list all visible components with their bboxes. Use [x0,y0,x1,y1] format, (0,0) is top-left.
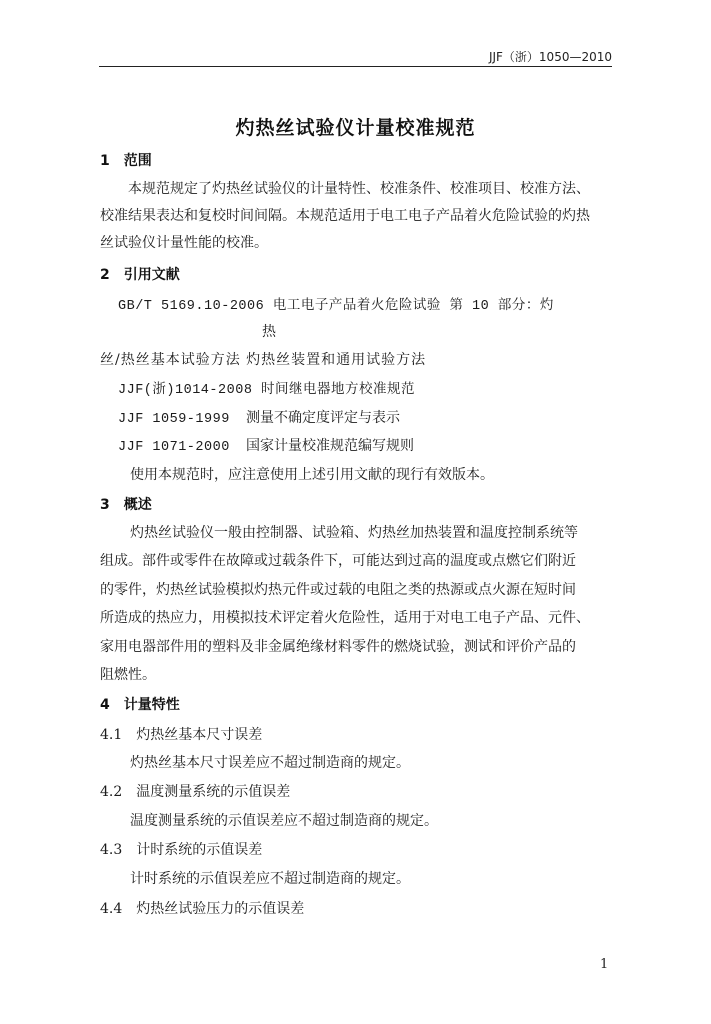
section-3-line-4: 所造成的热应力，用模拟技术评定着火危险性，适用于对电工电子产品、元件、 [100,610,590,626]
subsection-4-2-number: 4.2 [100,784,123,800]
running-header: JJF（浙）1050—2010 [488,50,612,64]
section-1-line-2: 校准结果表达和复校时间间隔。本规范适用于电工电子产品着火危险试验的灼热 [100,208,590,224]
reference-1-line-1: GB/T 5169.10-2006 电工电子产品着火危险试验 第 10 部分：灼 [118,299,554,314]
subsection-4-3-body: 计时系统的示值误差应不超过制造商的规定。 [130,871,410,887]
section-1-line-1: 本规范规定了灼热丝试验仪的计量特性、校准条件、校准项目、校准方法、 [128,181,590,197]
subsection-4-4-title: 灼热丝试验压力的示值误差 [136,901,305,917]
page-number: 1 [600,957,609,972]
subsection-4-1-body: 灼热丝基本尺寸误差应不超过制造商的规定。 [130,755,410,771]
subsection-4-4-number: 4.4 [100,901,123,917]
subsection-4-2-title: 温度测量系统的示值误差 [136,784,291,800]
section-3-line-3: 的零件，灼热丝试验模拟灼热元件或过载的电阻之类的热源或点火源在短时间 [100,582,576,598]
section-2-heading: 2 引用文献 [100,267,180,283]
document-title: 灼热丝试验仪计量校准规范 [235,117,476,139]
subsection-4-2-body: 温度测量系统的示值误差应不超过制造商的规定。 [130,813,438,829]
section-3-line-2: 组成。部件或零件在故障或过载条件下，可能达到过高的温度或点燃它们附近 [100,553,576,569]
subsection-4-3 [100,839,262,859]
subsection-4-3-number: 4.3 [100,842,123,858]
reference-3-title: 测量不确定度评定与表示 [246,410,400,426]
section-3-line-5: 家用电器部件用的塑料及非金属绝缘材料零件的燃烧试验，测试和评价产品的 [100,639,576,655]
subsection-4-2 [100,781,290,801]
reference-2: JJF(浙)1014-2008 时间继电器地方校准规范 [118,383,416,398]
subsection-4-1 [100,724,262,744]
subsection-4-1-number: 4.1 [100,727,123,743]
section-3-heading: 3 概述 [100,497,152,513]
reference-3 [118,407,400,427]
section-4-heading: 4 计量特性 [100,697,180,713]
reference-3-code: JJF 1059-1999 [118,412,230,427]
section-1-heading: 1 范围 [100,153,152,169]
subsection-4-1-title: 灼热丝基本尺寸误差 [136,727,263,743]
subsection-4-3-title: 计时系统的示值误差 [136,842,263,858]
section-2-note: 使用本规范时，应注意使用上述引用文献的现行有效版本。 [130,467,494,483]
reference-1-line-2: 热 [262,324,276,340]
reference-1-line-3: 丝/热丝基本试验方法 灼热丝装置和通用试验方法 [100,352,427,368]
header-rule [99,66,612,67]
reference-4-code: JJF 1071-2000 [118,440,230,455]
section-1-line-3: 丝试验仪计量性能的校准。 [100,235,268,251]
reference-4-title: 国家计量校准规范编写规则 [246,438,414,454]
reference-4 [118,435,414,455]
section-3-line-1: 灼热丝试验仪一般由控制器、试验箱、灼热丝加热装置和温度控制系统等 [130,525,578,541]
section-3-line-6: 阻燃性。 [100,667,156,683]
subsection-4-4 [100,898,304,918]
